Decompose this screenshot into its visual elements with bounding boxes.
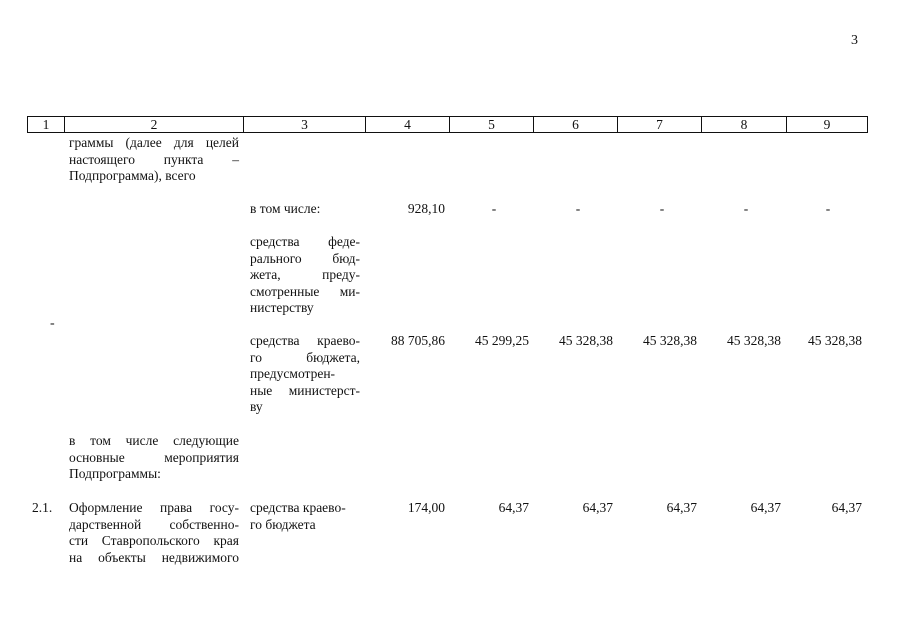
stray-mark: - [50,316,55,331]
including-value-c5: - [491,201,497,216]
including-value-c7: - [659,201,665,216]
item-2-1-source-line: го бюджета [250,516,316,532]
regional-value-c4: 88 705,86 [391,333,445,348]
including-source: в том числе: [250,201,321,216]
regional-value-c6: 45 328,38 [559,333,613,348]
federal-source-line: рального бюд- [250,250,360,266]
including-value-c6: - [575,201,581,216]
regional-value-c9: 45 328,38 [808,333,862,348]
measures-heading-line: Подпрограммы: [69,466,161,482]
regional-value-c8: 45 328,38 [727,333,781,348]
item-2-1-name-line: на объекты недвижимого [69,549,239,565]
header-cell-9: 9 [823,117,831,132]
including-value-c8: - [743,201,749,216]
header-cell-7: 7 [618,117,702,132]
item-2-1-name-line: сти Ставропольского края [69,533,239,549]
including-value-c9: - [825,201,831,216]
page-number: 3 [851,33,858,48]
item-2-1-value-c6: 64,37 [582,500,613,515]
program-total-name-line: настоящего пункта – [69,151,239,167]
measures-heading [69,433,239,483]
item-2-1-name [69,500,239,566]
header-cell-6: 6 [534,117,618,132]
item-2-1-value-c8: 64,37 [750,500,781,515]
header-cell-1: 1 [28,117,65,132]
regional-source-line: средства краево- [250,333,360,348]
measures-heading-line: в том числе следующие [69,433,239,448]
item-2-1-name-line: дарственной собственно- [69,516,239,532]
regional-source-line: ные министерст- [250,382,360,398]
item-2-1-value-c9: 64,37 [831,500,862,515]
header-cell-4: 4 [366,117,450,132]
program-total-name-line: Подпрограмма), всего [69,168,196,184]
regional-value-c7: 45 328,38 [643,333,697,348]
regional-value-c5: 45 299,25 [475,333,529,348]
header-cell-2: 2 [65,117,244,132]
table-header-row [27,116,868,133]
federal-source-line: нистерству [250,300,314,316]
item-2-1-value-c7: 64,37 [666,500,697,515]
item-2-1-source [250,500,360,533]
header-cell-3: 3 [244,117,366,132]
regional-source-line: го бюджета, [250,349,360,365]
program-total-name-line: граммы (далее для целей [69,135,239,150]
header-cell-8: 8 [702,117,787,132]
regional-source-line: ву [250,399,263,415]
federal-source-line: средства феде- [250,234,360,249]
item-2-1-number: 2.1. [32,500,53,515]
program-total-name [69,135,239,185]
regional-source-line: предусмотрен- [250,366,336,382]
item-2-1-name-line: Оформление права госу- [69,500,239,515]
federal-source-line: жета, преду- [250,267,360,283]
item-2-1-source-line: средства краево- [250,500,346,515]
measures-heading-line: основные мероприятия [69,449,239,465]
including-value-c4: 928,10 [407,201,445,216]
regional-source [250,333,360,416]
item-2-1-value-c4: 174,00 [407,500,445,515]
item-2-1-value-c5: 64,37 [498,500,529,515]
federal-source-line: смотренные ми- [250,283,360,299]
federal-source [250,234,360,317]
header-cell-5: 5 [450,117,534,132]
